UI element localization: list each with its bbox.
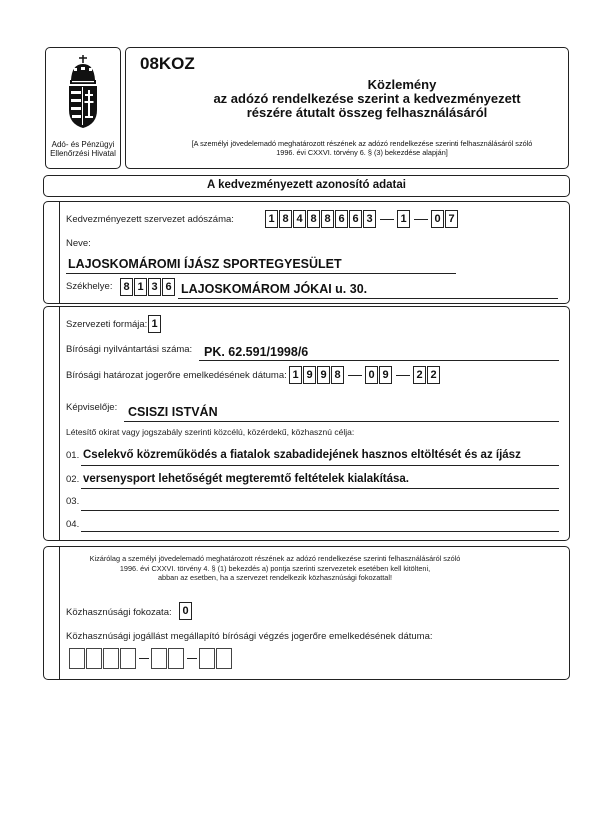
org-form-field[interactable] bbox=[148, 315, 162, 333]
authority-logo-box bbox=[45, 47, 121, 169]
form-legal-basis-line2: 1996. évi CXXVI. törvény 6. § (3) bekezdése alapján] bbox=[276, 148, 448, 157]
decision-date-field[interactable] bbox=[289, 366, 441, 384]
name-label: Neve: bbox=[66, 238, 91, 249]
tax-digit: 0 bbox=[431, 210, 444, 228]
separator-dash bbox=[414, 219, 428, 220]
purpose-number: 03. bbox=[66, 496, 80, 507]
tax-digit: 6 bbox=[349, 210, 362, 228]
tax-digit: 8 bbox=[279, 210, 292, 228]
org-form-digit: 1 bbox=[148, 315, 161, 333]
date-digit: 1 bbox=[289, 366, 302, 384]
tax-digit: 1 bbox=[397, 210, 410, 228]
form-title-line2: az adózó rendelkezése szerint a kedvezményezett bbox=[213, 91, 521, 106]
purpose-number: 04. bbox=[66, 519, 80, 530]
public-benefit-note-line3: abban az esetben, ha a szervezet rendelkezik közhasznúsági fokozattal! bbox=[157, 573, 393, 582]
date-digit bbox=[216, 648, 232, 669]
organization-section bbox=[43, 306, 570, 541]
date-digit: 9 bbox=[317, 366, 330, 384]
public-benefit-note-line2: 1996. évi CXXVI. törvény 4. § (1) bekezdés a) pontja szerinti szervezetek esetében kell kitölteni, bbox=[119, 563, 431, 573]
date-digit: 9 bbox=[379, 366, 392, 384]
tax-digit: 7 bbox=[445, 210, 458, 228]
separator-dash bbox=[380, 219, 394, 220]
representative-label: Képviselője: bbox=[66, 402, 118, 413]
form-title-line1: Közlemény bbox=[367, 77, 437, 92]
public-benefit-status-date-label: Közhasznúsági jogállást megállapító bírósági végzés jogerőre emelkedésének dátuma: bbox=[66, 631, 433, 642]
section-title-bar bbox=[43, 175, 570, 197]
court-registration-value[interactable]: PK. 62.591/1998/6 bbox=[204, 345, 309, 359]
postal-digit: 8 bbox=[120, 278, 133, 296]
separator-dash bbox=[348, 375, 362, 376]
date-digit: 0 bbox=[365, 366, 378, 384]
separator-dash bbox=[139, 658, 149, 659]
organization-name-value[interactable]: LAJOSKOMÁROMI ÍJÁSZ SPORTEGYESÜLET bbox=[68, 257, 342, 271]
date-digit bbox=[103, 648, 119, 669]
form-header-box bbox=[125, 47, 569, 169]
date-digit bbox=[199, 648, 215, 669]
date-digit bbox=[86, 648, 102, 669]
tax-number-label: Kedvezményezett szervezet adószáma: bbox=[66, 214, 234, 225]
date-digit: 8 bbox=[331, 366, 344, 384]
org-form-label: Szervezeti formája: bbox=[66, 319, 148, 330]
form-code: 08KOZ bbox=[140, 54, 195, 73]
postal-code-field[interactable] bbox=[120, 278, 176, 296]
date-digit bbox=[69, 648, 85, 669]
hungarian-coat-of-arms-icon bbox=[64, 54, 102, 134]
purpose-label: Létesítő okirat vagy jogszabály szerinti közcélú, közérdekű, közhasznú célja: bbox=[66, 427, 355, 437]
tax-digit: 1 bbox=[265, 210, 278, 228]
public-benefit-note-line1: Kizárólag a személyi jövedelemadó meghatározott részének az adózó rendelkezése szerinti felhasználásáról szóló bbox=[89, 554, 461, 563]
tax-digit: 4 bbox=[293, 210, 306, 228]
separator-dash bbox=[396, 375, 410, 376]
postal-digit: 3 bbox=[148, 278, 161, 296]
form-title-line3: részére átutalt összeg felhasználásáról bbox=[246, 105, 488, 120]
separator-dash bbox=[187, 658, 197, 659]
date-digit: 9 bbox=[303, 366, 316, 384]
purpose-number: 01. bbox=[66, 450, 80, 461]
date-digit: 2 bbox=[427, 366, 440, 384]
date-digit bbox=[120, 648, 136, 669]
authority-name-line1: Adó- és Pénzügyi bbox=[51, 140, 115, 149]
date-digit: 2 bbox=[413, 366, 426, 384]
public-benefit-level-field[interactable] bbox=[179, 602, 193, 620]
public-benefit-section bbox=[43, 546, 570, 680]
tax-number-field[interactable] bbox=[265, 210, 459, 228]
level-digit: 0 bbox=[179, 602, 192, 620]
tax-digit: 8 bbox=[321, 210, 334, 228]
public-benefit-level-label: Közhasznúsági fokozata: bbox=[66, 607, 172, 618]
authority-name-line2: Ellenőrzési Hivatal bbox=[50, 149, 116, 158]
postal-digit: 6 bbox=[162, 278, 175, 296]
tax-digit: 8 bbox=[307, 210, 320, 228]
date-digit bbox=[168, 648, 184, 669]
tax-digit: 6 bbox=[335, 210, 348, 228]
identity-section bbox=[43, 201, 570, 304]
form-legal-basis-line1: [A személyi jövedelemadó meghatározott részének az adózó rendelkezése szerinti felhasználásáról szóló bbox=[191, 139, 533, 148]
purpose-text[interactable]: Cselekvő közreműködés a fiatalok szabadidejének hasznos eltöltését és az íjász bbox=[83, 449, 521, 461]
tax-digit: 3 bbox=[363, 210, 376, 228]
postal-digit: 1 bbox=[134, 278, 147, 296]
purpose-text[interactable]: versenysport lehetőségét megteremtő feltételek kialakítása. bbox=[83, 473, 409, 485]
seat-label: Székhelye: bbox=[66, 281, 113, 292]
seat-address-value[interactable]: LAJOSKOMÁROM JÓKAI u. 30. bbox=[181, 282, 368, 296]
court-registration-label: Bírósági nyilvántartási száma: bbox=[66, 344, 193, 355]
representative-value[interactable]: CSISZI ISTVÁN bbox=[128, 405, 218, 419]
public-benefit-status-date-field[interactable] bbox=[69, 648, 233, 669]
decision-date-label: Bírósági határozat jogerőre emelkedésének dátuma: bbox=[66, 370, 287, 381]
date-digit bbox=[151, 648, 167, 669]
purpose-number: 02. bbox=[66, 474, 80, 485]
section-title: A kedvezményezett azonosító adatai bbox=[207, 179, 406, 191]
